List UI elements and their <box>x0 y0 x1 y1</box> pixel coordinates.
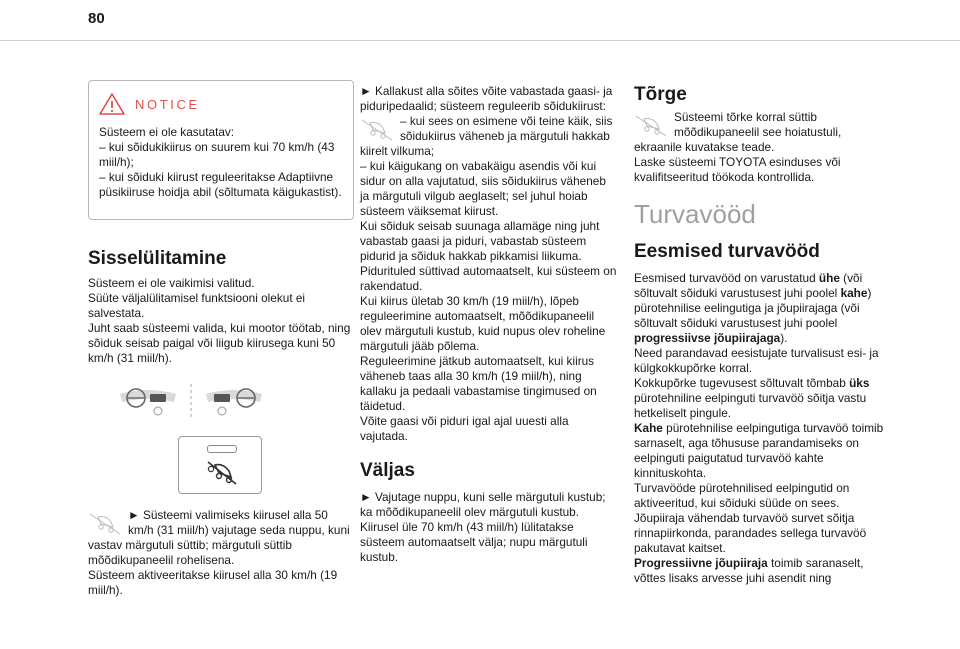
paragraph: Juht saab süsteemi valida, kui mootor töötab, ning sõiduk seisab paigal või liigub kiirusega kuni 50 km/h (31 miil/h). <box>88 321 351 365</box>
paragraph: Pidurituled süttivad automaatselt, kui süsteem on rakendatud. <box>360 264 617 293</box>
gear-block <box>360 114 618 159</box>
heading-torge: Tõrge <box>634 84 687 105</box>
notice-title: NOTICE <box>135 96 200 112</box>
divider-dashes-icon <box>188 384 194 418</box>
paragraph: Võite gaasi või piduri igal ajal uuesti alla vajutada. <box>360 414 569 443</box>
steering-button-right-icon <box>202 384 266 418</box>
activation-block <box>88 508 356 598</box>
paragraph: Kui sõiduk seisab suunaga allamäge ning juht vabastab gaasi ja piduri, vabastab süsteem pidurid ja sõiduk hakkab pikkamisi liikuma. <box>360 219 600 263</box>
steering-button-left-icon <box>116 384 180 418</box>
heading-valjas: Väljas <box>360 460 415 481</box>
paragraph: ► Süsteemi valimiseks kiirusel alla 50 km/h (31 miil/h) vajutage seda nuppu, kuni vastav märgutuli süttib; märgutuli süttib mõõdikupaneelil rohelisena. <box>88 508 350 567</box>
paragraph: Turvavööde pürotehnilised eelpingutid on aktiveeritud, kui sõiduki süüde on sees. <box>634 481 850 510</box>
section-title: Turvavööd <box>634 199 756 229</box>
page-number: 80 <box>88 10 105 27</box>
paragraph: Eesmised turvavööd on varustatud ühe (või sõltuvalt sõiduki varustusest juhi poolel kahe) pürotehnilise eelingutiga ja jõupiirajaga (või sõltuvalt sõiduki varustusest juhi poolel progressiivse jõupiirajaga). <box>634 271 872 345</box>
paragraph: – kui sees on esimene või teine käik, siis sõidukiirus väheneb ja märgutuli hakkab kiirelt vilkuma; <box>360 114 613 158</box>
fault-block <box>634 110 890 155</box>
hill-descent-warning-icon <box>634 112 668 138</box>
column-1 <box>88 80 356 598</box>
notice-box <box>88 80 354 220</box>
paragraph: Kokkupõrke tugevusest sõltuvalt tõmbab üks pürotehniline eelpinguti turvavöö sõitja vastu hetkeliselt pingule. <box>634 376 870 420</box>
header-rule <box>0 40 960 41</box>
paragraph: Reguleerimine jätkub automaatselt, kui kiirus väheneb taas alla 30 km/h (19 miil/h), ning kallaku ja pedaali vabastamise tingimused on täidetud. <box>360 354 597 413</box>
paragraph: – kui käigukang on vabakäigu asendis või kui sidur on alla vajutatud, siis sõidukiirus väheneb ja märgutuli vilgub aeglaselt; sel juhul hoiab süsteem väiksemat kiirust. <box>360 159 606 218</box>
paragraph: Progressiivne jõupiiraja toimib saranaselt, võttes lisaks arvesse juhi asendit ning <box>634 556 864 585</box>
hill-descent-icon <box>205 457 239 487</box>
warning-icon <box>99 93 125 115</box>
hill-descent-small-icon <box>360 116 394 142</box>
indicator-slot <box>207 445 237 453</box>
notice-line: Süsteem ei ole kasutatav: <box>99 125 235 139</box>
paragraph: Süüte väljalülitamisel funktsiooni olekut ei salvestata. <box>88 291 306 320</box>
paragraph: Kahe pürotehnilise eelpingutiga turvavöö toimib sarnaselt, aga tõhususe parandamiseks on eelpinguti paigutatud turvavöö kahte kinnituskohta. <box>634 421 884 480</box>
heading-sisselulitamine: Sisselülitamine <box>88 248 227 269</box>
paragraph: Süsteem aktiveeritakse kiirusel alla 30 km/h (19 miil/h). <box>88 568 338 597</box>
paragraph: Kui kiirus ületab 30 km/h (19 miil/h), lõpeb reguleerimine automaatselt, mõõdikupaneelil olev märgutuli kustub, kuid nupus olev roheline märgutuli jääb põlema. <box>360 294 606 353</box>
hill-descent-small-icon <box>88 510 122 536</box>
paragraph: Laske süsteemi TOYOTA esinduses või kvalifitseeritud töökoda kontrollida. <box>634 155 841 184</box>
paragraph: Kiirusel üle 70 km/h (43 miil/h) lülitatakse süsteem automaatselt välja; nupu märgutuli kustub. <box>360 520 588 564</box>
paragraph: Süsteemi tõrke korral süttib mõõdikupaneelil see hoiatustuli, ekraanile kuvatakse teade. <box>634 110 842 154</box>
column-2 <box>360 84 618 565</box>
notice-line: – kui sõidukikiirus on suurem kui 70 km/h (43 miil/h); <box>99 140 335 169</box>
column-3 <box>634 84 890 586</box>
steering-wheel-figures <box>116 384 266 418</box>
heading-eesmised-turvavood: Eesmised turvavööd <box>634 241 820 262</box>
paragraph: Need parandavad eesistujate turvalisust esi- ja külgkokkupõrke korral. <box>634 346 879 375</box>
paragraph: Jõupiiraja vähendab turvavöö survet sõitja rinnapiirkonda, parandades sellega turvavöö pakutavat kaitset. <box>634 511 867 555</box>
notice-header <box>99 91 345 117</box>
paragraph: ► Kallakust alla sõites võite vabastada gaasi- ja piduripedaalid; süsteem reguleerib sõidukiirust: <box>360 84 613 113</box>
hill-descent-button-figure <box>178 436 262 494</box>
paragraph: ► Vajutage nuppu, kuni selle märgutuli kustub; ka mõõdikupaneelil olev märgutuli kustub. <box>360 490 606 519</box>
paragraph: Süsteem ei ole vaikimisi valitud. <box>88 276 255 290</box>
notice-line: – kui sõiduki kiirust reguleeritakse Adaptiivne püsikiiruse hoidja abil (sõltumata käigukastist). <box>99 170 342 199</box>
